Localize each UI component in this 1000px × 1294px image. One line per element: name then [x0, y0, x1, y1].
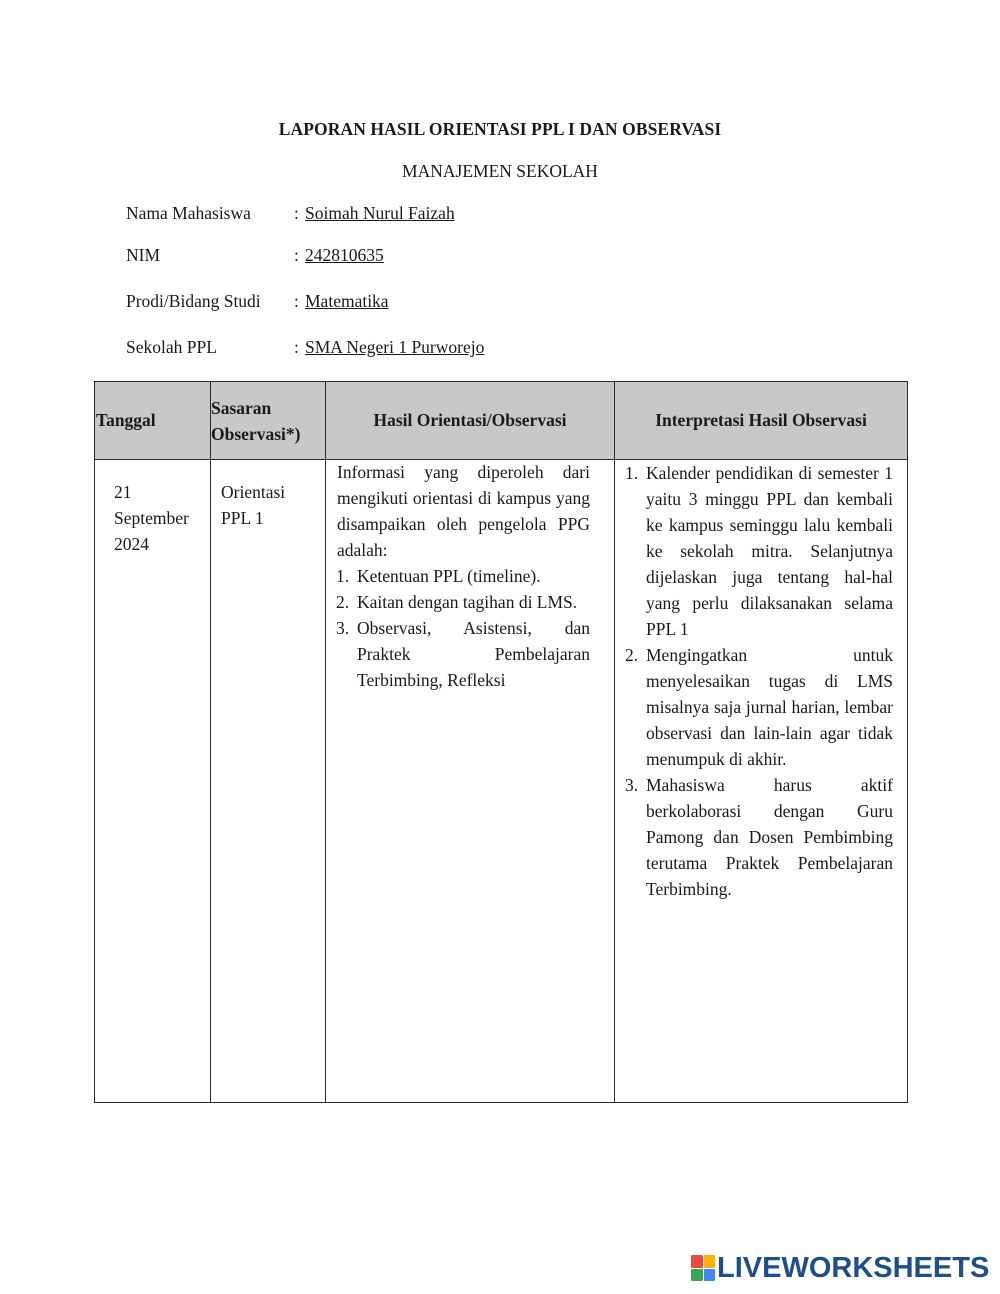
logo-square-red	[691, 1255, 703, 1268]
list-item	[336, 563, 590, 589]
info-colon: :	[294, 203, 299, 223]
list-item	[336, 589, 590, 615]
result-list	[336, 563, 590, 693]
info-colon: :	[294, 245, 299, 265]
list-text: Mengingatkan untuk menyelesaikan tugas di LMS misalnya saja jurnal harian, lembar observasi dan lain-lain agar tidak menumpuk di akhir.	[646, 645, 893, 769]
info-label: Prodi/Bidang Studi	[126, 291, 261, 311]
info-colon: :	[294, 291, 299, 311]
cell-interpretation	[615, 460, 908, 1103]
list-number: 1.	[625, 463, 639, 483]
header-target-line1: Sasaran	[211, 397, 272, 418]
info-value-nim: 242810635	[305, 245, 384, 265]
header-result: Hasil Orientasi/Observasi	[326, 382, 615, 460]
list-item	[625, 772, 893, 902]
logo-square-yellow	[704, 1255, 716, 1268]
result-intro: Informasi yang diperoleh dari mengikuti orientasi di kampus yang disampaikan oleh pengelola PPG adalah:	[337, 462, 590, 560]
liveworksheets-watermark	[691, 1253, 989, 1283]
cell-result	[326, 460, 615, 1103]
liveworksheets-logo-icon	[691, 1255, 715, 1281]
info-value-school: SMA Negeri 1 Purworejo	[305, 337, 485, 357]
list-text: Kalender pendidikan di semester 1 yaitu 3 minggu PPL dan kembali ke kampus seminggu lalu kembali ke sekolah mitra. Selanjutnya dijelaskan juga tentang hal-hal yang perlu dilaksanakan selama PPL 1	[646, 463, 893, 639]
list-number: 3.	[336, 618, 350, 638]
target-line1: Orientasi	[221, 482, 286, 502]
info-value-study-program: Matematika	[305, 291, 389, 311]
logo-square-green	[691, 1269, 703, 1282]
list-number: 3.	[625, 775, 639, 795]
cell-target	[211, 460, 326, 1103]
info-label: NIM	[126, 245, 161, 265]
list-text: Mahasiswa harus aktif berkolaborasi dengan Guru Pamong dan Dosen Pembimbing terutama Praktek Pembelajaran Terbimbing.	[646, 775, 893, 899]
info-value-student-name: Soimah Nurul Faizah	[305, 203, 455, 223]
list-text: Ketentuan PPL (timeline).	[357, 566, 541, 586]
header-target	[211, 382, 326, 460]
list-number: 2.	[625, 645, 639, 665]
observation-table	[94, 381, 908, 1103]
logo-square-blue	[704, 1269, 716, 1282]
date-year: 2024	[114, 534, 149, 554]
list-text: Observasi, Asistensi, dan Praktek Pembelajaran Terbimbing, Refleksi	[357, 618, 590, 690]
interpretation-list	[625, 460, 893, 902]
info-label: Sekolah PPL	[126, 337, 217, 357]
page-title: LAPORAN HASIL ORIENTASI PPL I DAN OBSERVASI	[278, 119, 722, 139]
list-item	[625, 642, 893, 772]
list-item	[625, 460, 893, 642]
table-row	[95, 460, 908, 1103]
header-date: Tanggal	[95, 382, 211, 460]
date-day: 21	[114, 482, 132, 502]
list-text: Kaitan dengan tagihan di LMS.	[357, 592, 578, 612]
target-line2: PPL 1	[221, 508, 264, 528]
date-month: September	[114, 508, 189, 528]
header-interpretation: Interpretasi Hasil Observasi	[615, 382, 908, 460]
page-subtitle: MANAJEMEN SEKOLAH	[402, 161, 598, 181]
info-colon: :	[294, 337, 299, 357]
header-target-line2: Observasi*)	[211, 423, 301, 444]
list-number: 1.	[336, 566, 350, 586]
cell-date	[95, 460, 211, 1103]
info-label: Nama Mahasiswa	[126, 203, 251, 223]
table-header-row	[95, 382, 908, 460]
list-number: 2.	[336, 592, 350, 612]
list-item	[336, 615, 590, 693]
watermark-text: LIVEWORKSHEETS	[717, 1251, 990, 1284]
